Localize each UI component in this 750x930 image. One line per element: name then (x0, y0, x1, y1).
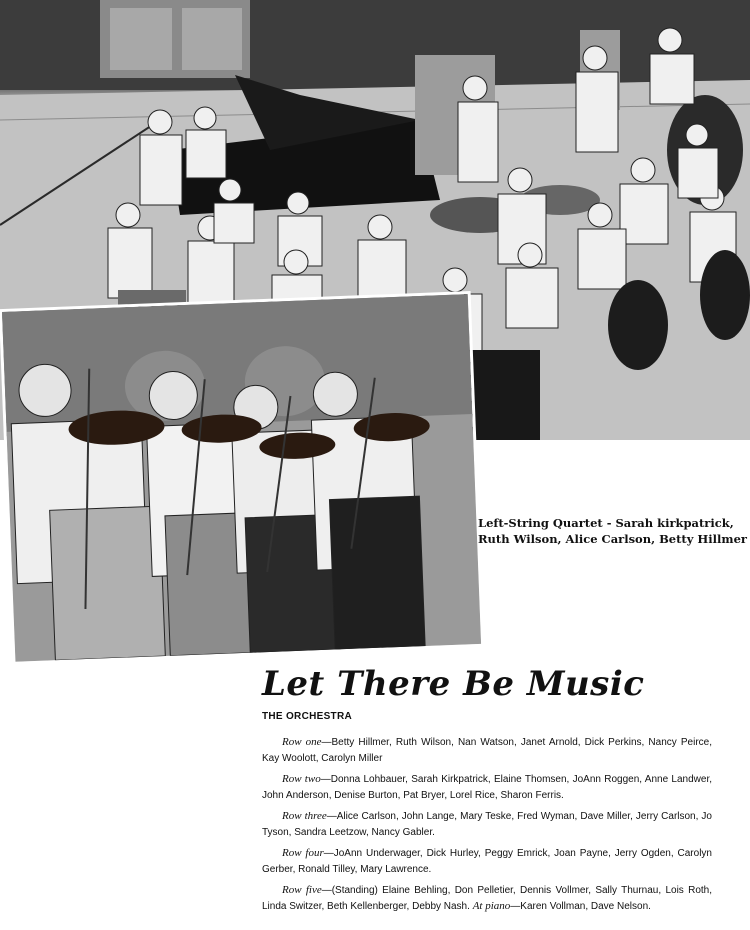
row-names: —(Standing) Elaine Behling, Don Pelletier, Dennis Vollmer, Sally Thurnau, Lois Roth, Linda Switzer, Beth Kellenberger, Debby Nash. (262, 885, 712, 912)
quartet-photo (2, 294, 481, 662)
row-names: —Donna Lohbauer, Sarah Kirkpatrick, Elaine Thomsen, JoAnn Roggen, Anne Landwer, John Anderson, Denise Burton, Pat Bryer, Lorel Rice, Sharon Ferris. (262, 774, 713, 801)
roster-row-one (262, 735, 712, 766)
page-title: Let There Be Music (262, 664, 645, 704)
quartet-caption: Left-String Quartet - Sarah kirkpatrick, Ruth Wilson, Alice Carlson, Betty Hillmer (478, 516, 747, 546)
row-names: —Betty Hillmer, Ruth Wilson, Nan Watson, Janet Arnold, Dick Perkins, Nancy Peirce, Kay Woolott, Carolyn Miller (262, 737, 712, 764)
row-label: Row two (282, 773, 321, 785)
roster-row-three (262, 809, 712, 840)
row-names: —JoAnn Underwager, Dick Hurley, Peggy Emrick, Joan Payne, Jerry Ogden, Carolyn Gerber, Ronald Tilley, Mary Lawrence. (262, 848, 712, 875)
piano-label: At piano (472, 899, 511, 912)
piano-names: —Karen Vollman, Dave Nelson. (510, 900, 651, 912)
row-names: —Alice Carlson, John Lange, Mary Teske, Fred Wyman, Dave Miller, Jerry Carlson, Jo Tyson, Sandra Leetzow, Nancy Gabler. (262, 811, 712, 838)
row-label: Row three (282, 810, 327, 822)
roster-row-two (262, 772, 712, 803)
row-label: Row one (282, 736, 322, 748)
row-label: Row five (282, 884, 322, 896)
roster-row-five (262, 883, 712, 914)
row-label: Row four (282, 847, 324, 859)
quartet-photo-drawing (2, 294, 481, 662)
section-subtitle: THE ORCHESTRA (262, 711, 353, 722)
roster-row-four (262, 846, 712, 877)
